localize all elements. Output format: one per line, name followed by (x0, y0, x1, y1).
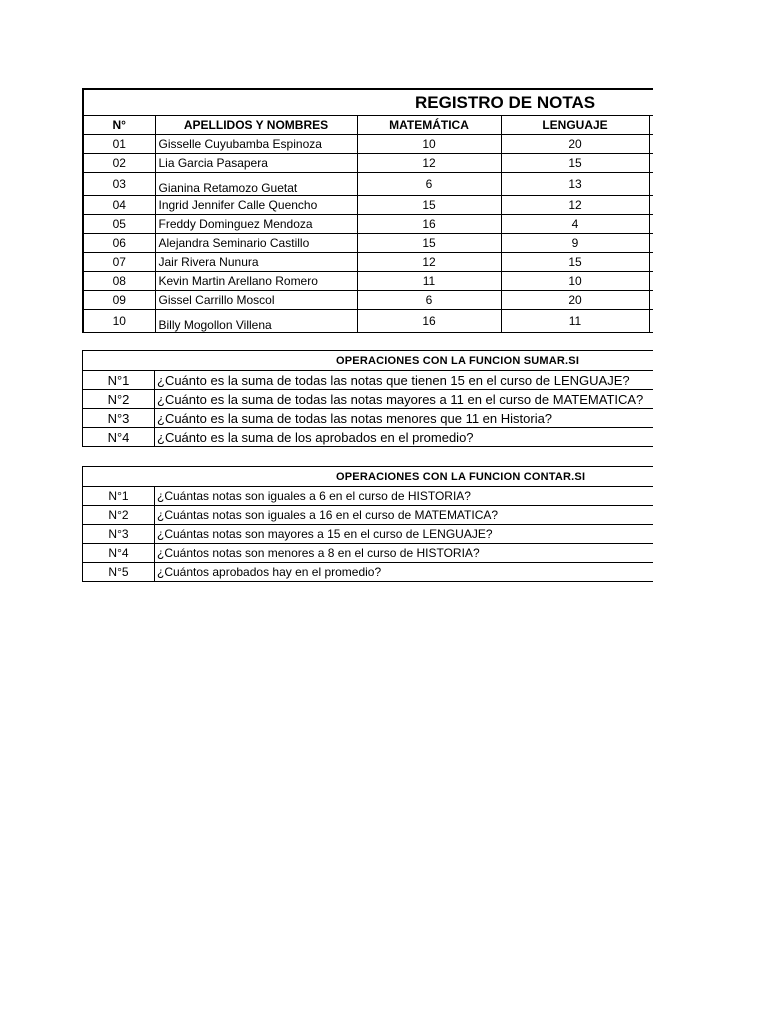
grade-matematica: 6 (357, 291, 501, 310)
grade-lenguaje: 11 (501, 310, 649, 334)
contar-question-text: ¿Cuántas notas son mayores a 15 en el curso de LENGUAJE? (155, 525, 654, 544)
student-name: Gissel Carrillo Moscol (155, 291, 357, 310)
grade-row (83, 135, 653, 154)
grade-lenguaje: 10 (501, 272, 649, 291)
contar-question-text: ¿Cuántos aprobados hay en el promedio? (155, 563, 654, 582)
header-num: N° (83, 116, 155, 135)
student-name: Gisselle Cuyubamba Espinoza (155, 135, 357, 154)
student-name: Billy Mogollon Villena (155, 310, 357, 334)
grade-lenguaje: 20 (501, 291, 649, 310)
contar-si-title-row (83, 467, 654, 487)
sumar-question-row (83, 428, 654, 447)
grade-lenguaje: 15 (501, 154, 649, 173)
grade-matematica: 15 (357, 196, 501, 215)
grade-matematica: 12 (357, 154, 501, 173)
contar-question-text: ¿Cuántas notas son iguales a 6 en el curso de HISTORIA? (155, 487, 654, 506)
contar-question-number: N°5 (83, 563, 155, 582)
sumar-si-title: OPERACIONES CON LA FUNCION SUMAR.SI (83, 351, 654, 371)
grade-row (83, 215, 653, 234)
grade-row (83, 173, 653, 196)
sumar-question-text: ¿Cuánto es la suma de todas las notas menores que 11 en Historia? (155, 409, 654, 428)
contar-si-title: OPERACIONES CON LA FUNCION CONTAR.SI (83, 467, 654, 487)
grade-row (83, 196, 653, 215)
grade-lenguaje: 13 (501, 173, 649, 196)
grade-row (83, 253, 653, 272)
contar-question-row (83, 506, 654, 525)
grade-matematica: 16 (357, 215, 501, 234)
student-number: 01 (83, 135, 155, 154)
sumar-question-text: ¿Cuánto es la suma de todas las notas mayores a 11 en el curso de MATEMATICA? (155, 390, 654, 409)
grade-matematica: 12 (357, 253, 501, 272)
sumar-si-section (82, 350, 653, 448)
contar-question-number: N°2 (83, 506, 155, 525)
contar-question-number: N°4 (83, 544, 155, 563)
student-name: Gianina Retamozo Guetat (155, 173, 357, 196)
header-name: APELLIDOS Y NOMBRES (155, 116, 357, 135)
grades-header-row (83, 116, 653, 135)
student-name: Jair Rivera Nunura (155, 253, 357, 272)
contar-question-row (83, 487, 654, 506)
contar-question-row (83, 525, 654, 544)
grade-lenguaje: 12 (501, 196, 649, 215)
student-number: 05 (83, 215, 155, 234)
sumar-question-number: N°4 (83, 428, 155, 447)
contar-si-table (82, 466, 653, 582)
contar-question-row (83, 563, 654, 582)
contar-si-section (82, 466, 653, 586)
student-name: Lia Garcia Pasapera (155, 154, 357, 173)
sumar-question-row (83, 409, 654, 428)
sumar-question-text: ¿Cuánto es la suma de los aprobados en el promedio? (155, 428, 654, 447)
student-number: 02 (83, 154, 155, 173)
contar-question-number: N°3 (83, 525, 155, 544)
sumar-question-number: N°1 (83, 371, 155, 390)
student-number: 06 (83, 234, 155, 253)
grade-matematica: 10 (357, 135, 501, 154)
student-number: 10 (83, 310, 155, 334)
student-name: Alejandra Seminario Castillo (155, 234, 357, 253)
grade-lenguaje: 9 (501, 234, 649, 253)
sumar-question-text: ¿Cuánto es la suma de todas las notas que tienen 15 en el curso de LENGUAJE? (155, 371, 654, 390)
grade-row (83, 310, 653, 334)
student-name: Kevin Martin Arellano Romero (155, 272, 357, 291)
grade-row (83, 291, 653, 310)
grades-table-section (82, 88, 653, 333)
header-mat: MATEMÁTICA (357, 116, 501, 135)
contar-question-text: ¿Cuántos notas son menores a 8 en el curso de HISTORIA? (155, 544, 654, 563)
grades-title: REGISTRO DE NOTAS (357, 89, 649, 116)
sumar-question-row (83, 371, 654, 390)
contar-question-text: ¿Cuántas notas son iguales a 16 en el curso de MATEMATICA? (155, 506, 654, 525)
grade-matematica: 6 (357, 173, 501, 196)
grade-lenguaje: 4 (501, 215, 649, 234)
grade-matematica: 11 (357, 272, 501, 291)
student-name: Ingrid Jennifer Calle Quencho (155, 196, 357, 215)
header-len: LENGUAJE (501, 116, 649, 135)
contar-question-number: N°1 (83, 487, 155, 506)
student-number: 07 (83, 253, 155, 272)
sumar-si-title-row (83, 351, 654, 371)
grade-lenguaje: 15 (501, 253, 649, 272)
sumar-question-row (83, 390, 654, 409)
contar-question-row (83, 544, 654, 563)
student-name: Freddy Dominguez Mendoza (155, 215, 357, 234)
grade-matematica: 16 (357, 310, 501, 334)
grades-title-row (83, 89, 653, 116)
student-number: 08 (83, 272, 155, 291)
student-number: 03 (83, 173, 155, 196)
sumar-si-table (82, 350, 653, 447)
grade-row (83, 272, 653, 291)
grade-lenguaje: 20 (501, 135, 649, 154)
grades-table (82, 88, 653, 333)
grade-row (83, 234, 653, 253)
sumar-question-number: N°2 (83, 390, 155, 409)
grade-row (83, 154, 653, 173)
student-number: 09 (83, 291, 155, 310)
student-number: 04 (83, 196, 155, 215)
sumar-question-number: N°3 (83, 409, 155, 428)
grade-matematica: 15 (357, 234, 501, 253)
